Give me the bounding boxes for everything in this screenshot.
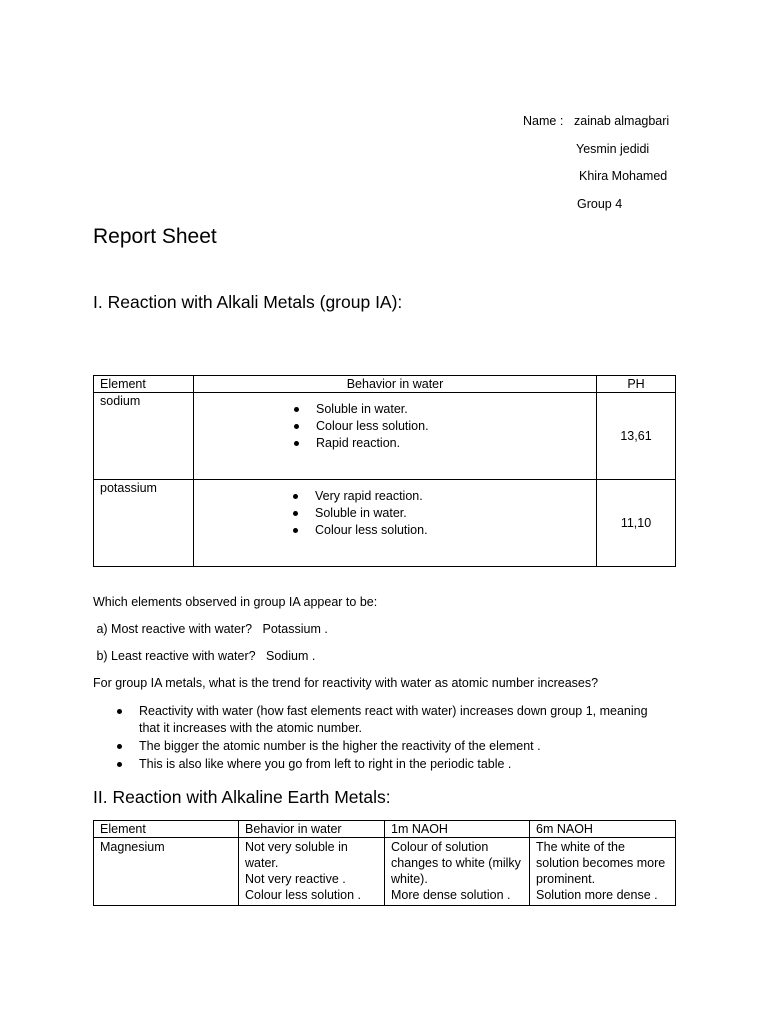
- table-header-row: [94, 376, 676, 393]
- list-item: This is also like where you go from left to right in the periodic table .: [93, 756, 653, 773]
- column-header-1m-naoh: 1m NAOH: [385, 821, 530, 838]
- list-item: Reactivity with water (how fast elements react with water) increases down group 1, meaning that it increases with the atomic number.: [93, 703, 653, 737]
- column-header-behavior: Behavior in water: [194, 376, 597, 393]
- list-item: Soluble in water.: [292, 401, 590, 418]
- behavior-list: [292, 401, 590, 452]
- table-row: [94, 480, 676, 567]
- naoh-6m-cell: [530, 838, 676, 906]
- column-header-ph: PH: [597, 376, 676, 393]
- ph-cell: 11,10: [597, 480, 676, 567]
- cell-line: Colour less solution .: [245, 888, 362, 902]
- student-name-1: zainab almagbari: [574, 114, 670, 128]
- report-title: Report Sheet: [93, 225, 217, 248]
- naoh-1m-cell: [385, 838, 530, 906]
- list-item: Colour less solution.: [291, 522, 590, 539]
- list-item: The bigger the atomic number is the higher the reactivity of the element .: [93, 738, 653, 755]
- answer-least-reactive: b) Least reactive with water? Sodium .: [93, 649, 316, 663]
- element-cell: potassium: [94, 480, 194, 567]
- cell-line: More dense solution .: [391, 888, 511, 902]
- trend-list: [93, 703, 653, 774]
- cell-line: Not very reactive .: [245, 872, 346, 886]
- cell-line: Not very soluble in water.: [245, 840, 348, 870]
- column-header-element: Element: [94, 821, 239, 838]
- alkaline-earth-table: [93, 820, 676, 906]
- column-header-6m-naoh: 6m NAOH: [530, 821, 676, 838]
- question-trend: For group IA metals, what is the trend for reactivity with water as atomic number increases?: [93, 676, 599, 690]
- student-name-2: Yesmin jedidi: [576, 142, 650, 156]
- element-cell: sodium: [94, 393, 194, 480]
- list-item: Colour less solution.: [292, 418, 590, 435]
- alkali-metals-table: [93, 375, 676, 567]
- behavior-list: [291, 488, 590, 539]
- column-header-element: Element: [94, 376, 194, 393]
- student-name-3: Khira Mohamed: [579, 169, 668, 183]
- ph-cell: 13,61: [597, 393, 676, 480]
- cell-line: Colour of solution changes to white (milky white).: [391, 840, 521, 886]
- behavior-cell: [194, 480, 597, 567]
- column-header-behavior: Behavior in water: [239, 821, 385, 838]
- behavior-cell: [194, 393, 597, 480]
- name-label: Name :: [523, 114, 564, 128]
- table-row: [94, 838, 676, 906]
- list-item: Soluble in water.: [291, 505, 590, 522]
- question-intro: Which elements observed in group IA appear to be:: [93, 595, 378, 609]
- cell-line: Solution more dense .: [536, 888, 658, 902]
- list-item: Rapid reaction.: [292, 435, 590, 452]
- element-cell: Magnesium: [94, 838, 239, 906]
- behavior-cell: [239, 838, 385, 906]
- section-2-heading: II. Reaction with Alkaline Earth Metals:: [93, 787, 391, 807]
- table-header-row: [94, 821, 676, 838]
- group-label: Group 4: [577, 197, 623, 211]
- table-row: [94, 393, 676, 480]
- answer-most-reactive: a) Most reactive with water? Potassium .: [93, 622, 328, 636]
- section-1-heading: I. Reaction with Alkali Metals (group IA):: [93, 292, 403, 312]
- cell-line: The white of the solution becomes more prominent.: [536, 840, 666, 886]
- list-item: Very rapid reaction.: [291, 488, 590, 505]
